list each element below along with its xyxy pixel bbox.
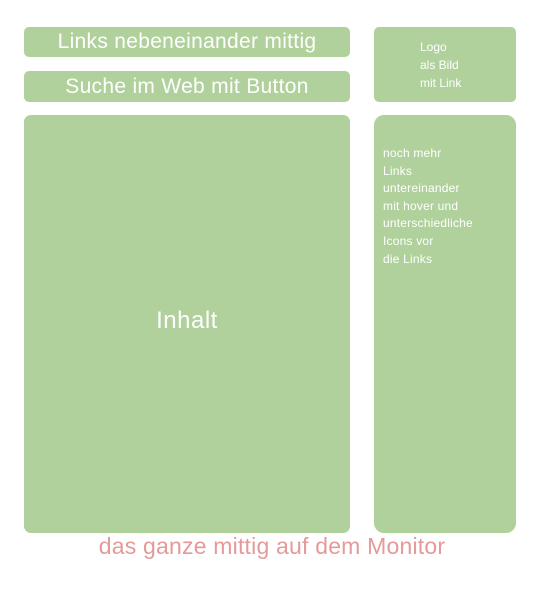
logo-line: Logo — [420, 39, 447, 54]
footer-note: das ganze mittig auf dem Monitor — [98, 533, 446, 559]
logo-box — [374, 27, 516, 102]
logo-line: mit Link — [420, 75, 462, 90]
sidebar-line: mit hover und — [383, 198, 459, 213]
sidebar-line: Icons vor — [383, 233, 434, 248]
sidebar-line: unterschiedliche — [383, 216, 473, 231]
search-box — [24, 71, 350, 102]
search-label: Suche im Web mit Button — [65, 74, 309, 98]
sidebar-line: untereinander — [383, 181, 460, 196]
logo-line: als Bild — [420, 57, 459, 72]
content-box — [24, 115, 350, 533]
content-label: Inhalt — [156, 307, 218, 334]
sidebar-line: noch mehr — [383, 146, 442, 160]
top-nav-box — [24, 27, 350, 57]
sidebar-line: Links — [383, 163, 413, 178]
top-nav-label: Links nebeneinander mittig — [57, 30, 317, 53]
sidebar-box — [374, 115, 516, 533]
sidebar-line: die Links — [383, 251, 433, 266]
